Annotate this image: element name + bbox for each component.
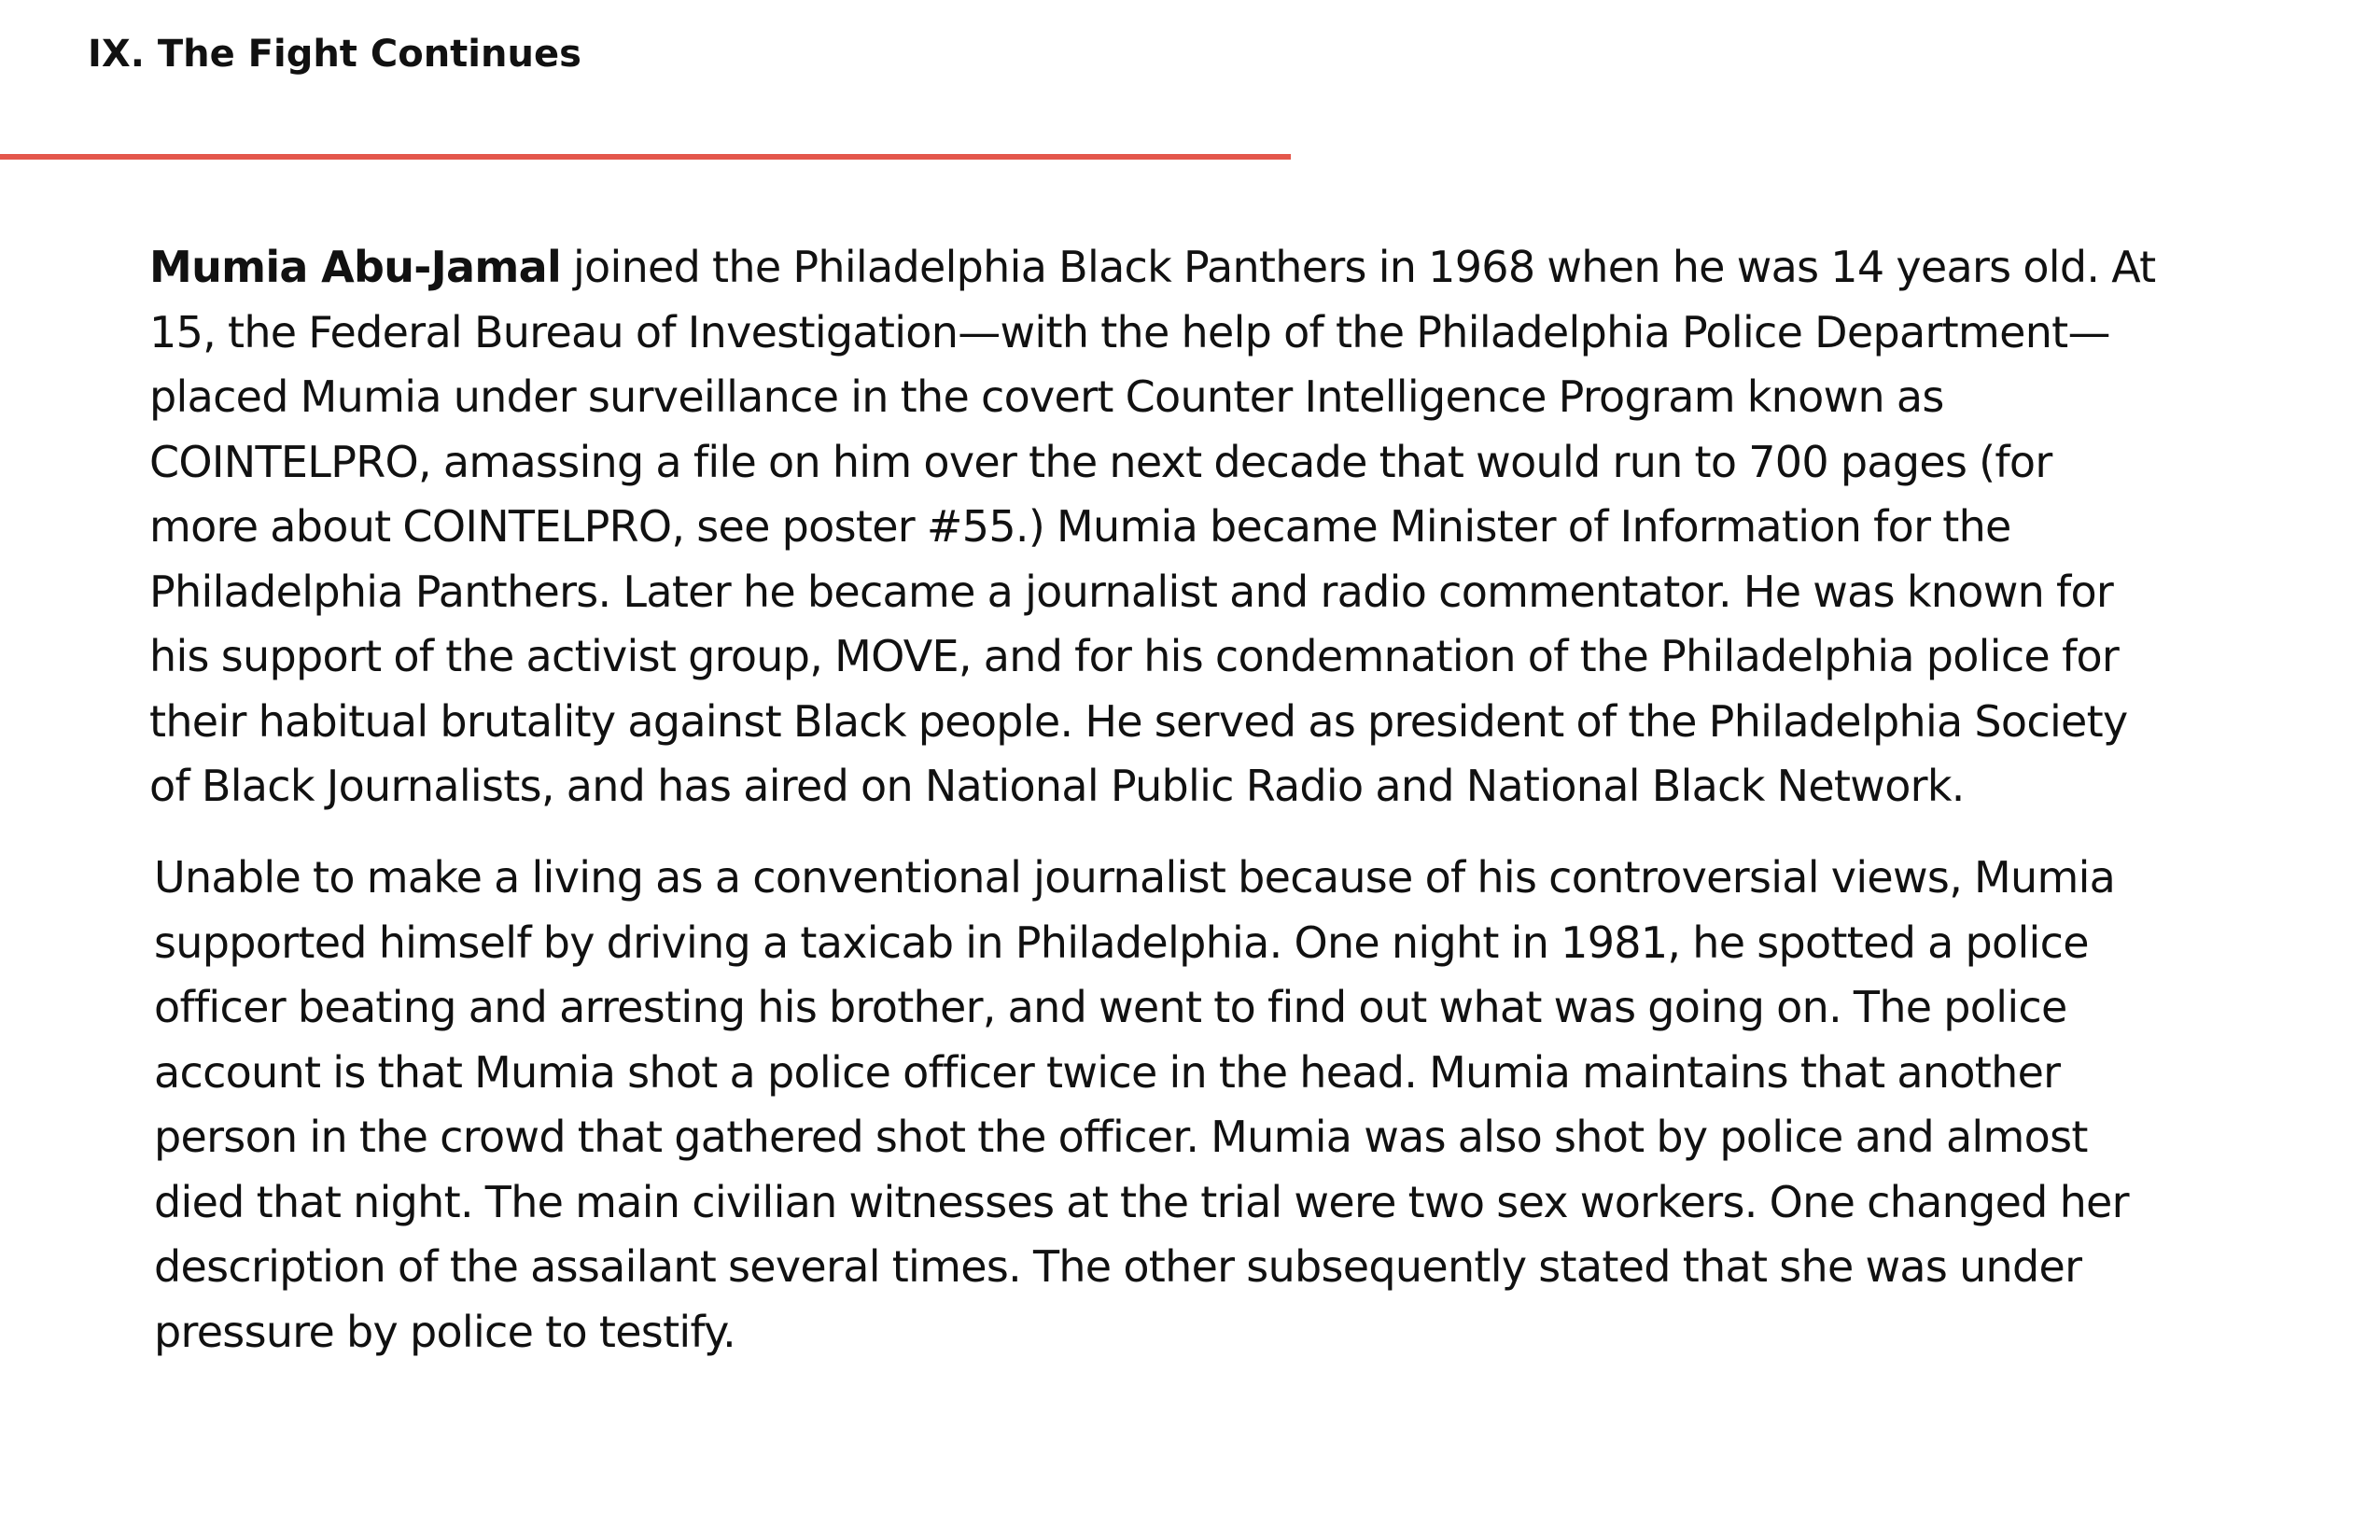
paragraph-2-line-5: person in the crowd that gathered shot the officer. Mumia was also shot by police and almost: [154, 1112, 2088, 1162]
section-title: IX. The Fight Continues: [88, 33, 581, 76]
paragraph-1-line-1: [149, 235, 2156, 301]
paragraph-2-line-8: pressure by police to testify.: [154, 1306, 736, 1357]
paragraph-2-line-2: supported himself by driving a taxicab in Philadelphia. One night in 1981, he spotted a police: [154, 917, 2089, 968]
paragraph-1-line-4: COINTELPRO, amassing a file on him over the next decade that would run to 700 pages (for: [149, 436, 2052, 487]
paragraph-1: [149, 235, 2156, 819]
paragraph-1-line-9: of Black Journalists, and has aired on National Public Radio and National Black Network.: [149, 761, 1965, 811]
paragraph-2-line-6: died that night. The main civilian witnesses at the trial were two sex workers. One changed her: [154, 1176, 2129, 1227]
paragraph-1-line-8: their habitual brutality against Black people. He served as president of the Philadelphia Society: [149, 695, 2128, 747]
paragraph-2: [154, 846, 2129, 1365]
paragraph-1-line-7: his support of the activist group, MOVE, and for his condemnation of the Philadelphia police for: [149, 631, 2120, 681]
paragraph-1-line-2: 15, the Federal Bureau of Investigation—with the help of the Philadelphia Police Department—: [149, 306, 2110, 357]
paragraph-1-line-1-text: joined the Philadelphia Black Panthers in 1968 when he was 14 years old. At: [561, 242, 2156, 292]
paragraph-2-line-4: account is that Mumia shot a police officer twice in the head. Mumia maintains that another: [154, 1046, 2061, 1098]
paragraph-2-line-3: officer beating and arresting his brother, and went to find out what was going on. The police: [154, 982, 2067, 1032]
paragraph-2-line-1: Unable to make a living as a conventional journalist because of his controversial views, Mumia: [154, 852, 2116, 903]
paragraph-1-line-3: placed Mumia under surveillance in the covert Counter Intelligence Program known as: [149, 371, 1944, 422]
accent-rule: [0, 154, 1291, 160]
paragraph-1-line-5: more about COINTELPRO, see poster #55.) Mumia became Minister of Information for the: [149, 501, 2011, 552]
paragraph-1-line-6: Philadelphia Panthers. Later he became a journalist and radio commentator. He was known for: [149, 566, 2114, 617]
paragraph-2-line-7: description of the assailant several times. The other subsequently stated that she was under: [154, 1241, 2082, 1292]
bold-lead-name: Mumia Abu-Jamal: [149, 242, 562, 292]
